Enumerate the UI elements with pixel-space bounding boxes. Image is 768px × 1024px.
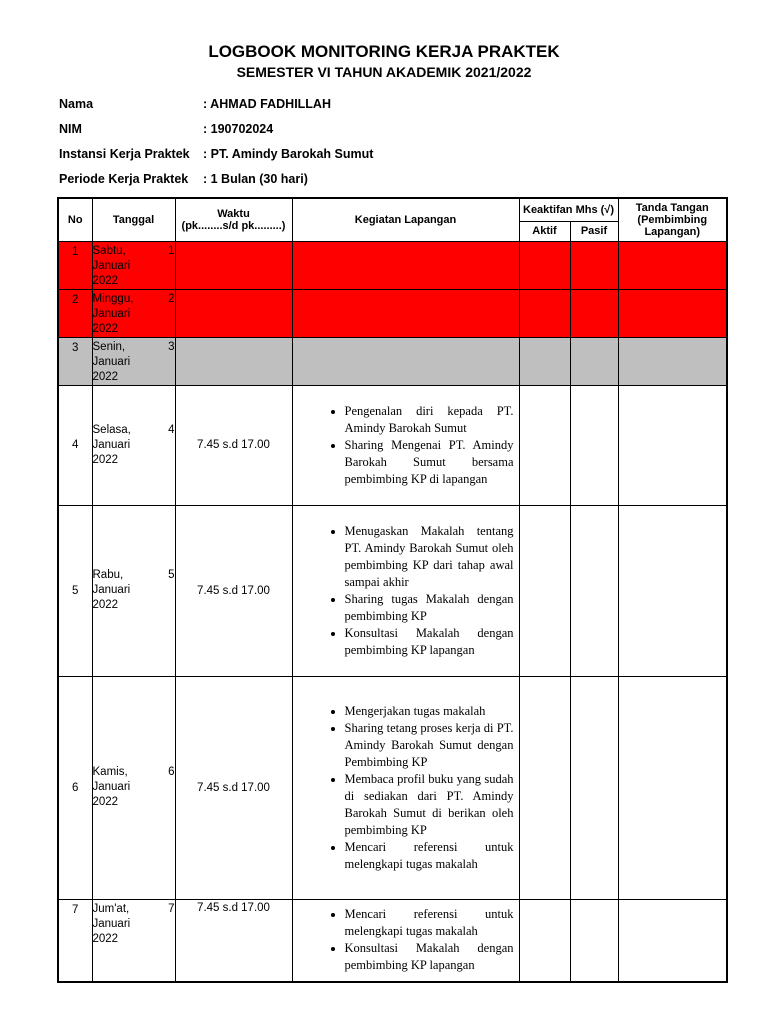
row-activities (292, 241, 519, 289)
row-daynum: 6 (168, 766, 175, 778)
table-row (58, 505, 727, 676)
row-signature-cell[interactable] (618, 505, 727, 676)
row-time: 7.45 s.d 17.00 (175, 385, 292, 505)
row-time: 7.45 s.d 17.00 (175, 676, 292, 899)
row-time (175, 289, 292, 337)
row-month: Januari (92, 259, 131, 272)
header-no: No (58, 198, 92, 241)
row-date (92, 505, 175, 676)
info-label: Periode Kerja Praktek (59, 172, 189, 186)
row-pasif-cell[interactable] (570, 385, 618, 505)
document-subtitle: SEMESTER VI TAHUN AKADEMIK 2021/2022 (236, 64, 532, 80)
row-pasif-cell[interactable] (570, 289, 618, 337)
row-aktif-cell[interactable] (519, 385, 570, 505)
row-pasif-cell[interactable] (570, 241, 618, 289)
activity-item: • Membaca profil buku yang sudah di sediakan dari PT. Amindy Barokah Sumut di berikan oleh pembimbing KP (345, 771, 514, 839)
activity-list (293, 523, 519, 659)
row-signature-cell[interactable] (618, 241, 727, 289)
row-month: Januari (92, 438, 131, 451)
header-ttd-line2: (Pembimbing (637, 213, 708, 226)
row-year: 2022 (92, 370, 119, 383)
row-signature-cell[interactable] (618, 337, 727, 385)
info-value: : AHMAD FADHILLAH (203, 97, 331, 111)
row-year: 2022 (92, 453, 119, 466)
row-activities (292, 337, 519, 385)
row-aktif-cell[interactable] (519, 676, 570, 899)
row-daynum: 1 (168, 244, 175, 257)
row-no: 6 (58, 676, 92, 899)
row-year: 2022 (92, 274, 119, 287)
row-date (92, 289, 175, 337)
activity-item: • Menugaskan Makalah tentang PT. Amindy Barokah Sumut oleh pembimbing KP dari tahap awal sampai akhir (345, 523, 514, 591)
row-no: 7 (58, 899, 92, 982)
row-no: 3 (58, 337, 92, 385)
activity-list (293, 403, 519, 488)
activity-list (293, 906, 519, 974)
header-waktu-line1: Waktu (217, 207, 250, 220)
header-kegiatan: Kegiatan Lapangan (292, 198, 519, 241)
row-date (92, 899, 175, 982)
activity-item: • Sharing Mengenai PT. Amindy Barokah Sumut bersama pembimbing KP di lapangan (345, 437, 514, 488)
row-aktif-cell[interactable] (519, 337, 570, 385)
row-month: Januari (92, 917, 131, 930)
row-daynum: 4 (168, 423, 175, 436)
row-day: Selasa, (92, 423, 131, 436)
row-date (92, 241, 175, 289)
row-day: Minggu, (92, 292, 134, 305)
row-day: Jum'at, (92, 902, 130, 915)
activity-list (293, 703, 519, 873)
row-month: Januari (92, 781, 131, 793)
row-no: 5 (58, 505, 92, 676)
row-daynum: 3 (168, 340, 175, 353)
table-row (58, 899, 727, 982)
row-pasif-cell[interactable] (570, 899, 618, 982)
row-day: Rabu, (92, 569, 124, 581)
row-month: Januari (92, 584, 131, 596)
table-row (58, 241, 727, 289)
row-signature-cell[interactable] (618, 899, 727, 982)
header-aktif: Aktif (519, 221, 570, 241)
activity-item: • Konsultasi Makalah dengan pembimbing KP lapangan (345, 625, 514, 659)
row-month: Januari (92, 355, 131, 368)
row-year: 2022 (92, 796, 119, 808)
row-activities (292, 505, 519, 676)
activity-item: • Mencari referensi untuk melengkapi tugas makalah (345, 906, 514, 940)
row-time: 7.45 s.d 17.00 (175, 899, 292, 982)
row-time: 7.45 s.d 17.00 (175, 505, 292, 676)
table-row (58, 289, 727, 337)
row-signature-cell[interactable] (618, 676, 727, 899)
row-activities (292, 385, 519, 505)
row-aktif-cell[interactable] (519, 241, 570, 289)
logbook-table (57, 197, 728, 983)
row-signature-cell[interactable] (618, 385, 727, 505)
document-title: LOGBOOK MONITORING KERJA PRAKTEK (208, 42, 560, 61)
activity-item: • Sharing tetang proses kerja di PT. Amindy Barokah Sumut dengan Pembimbing KP (345, 720, 514, 771)
header-waktu (175, 198, 292, 241)
row-day: Sabtu, (92, 244, 126, 257)
row-date (92, 385, 175, 505)
table-row (58, 337, 727, 385)
header-tanggal: Tanggal (92, 198, 175, 241)
row-activities (292, 289, 519, 337)
info-label: NIM (59, 122, 82, 136)
header-ttd-line3: Lapangan) (644, 225, 701, 238)
activity-item: • Sharing tugas Makalah dengan pembimbing KP (345, 591, 514, 625)
row-day: Senin, (92, 340, 126, 353)
row-activities (292, 676, 519, 899)
info-value: : 1 Bulan (30 hari) (203, 172, 308, 186)
activity-item: • Mengerjakan tugas makalah (345, 703, 514, 720)
activity-item: • Konsultasi Makalah dengan pembimbing KP lapangan (345, 940, 514, 974)
row-aktif-cell[interactable] (519, 289, 570, 337)
row-daynum: 2 (168, 292, 175, 305)
row-no: 4 (58, 385, 92, 505)
header-pasif: Pasif (570, 221, 618, 241)
row-time (175, 337, 292, 385)
info-value: : PT. Amindy Barokah Sumut (203, 147, 374, 161)
row-date (92, 676, 175, 899)
row-month: Januari (92, 307, 131, 320)
table-row (58, 385, 727, 505)
row-aktif-cell[interactable] (519, 899, 570, 982)
row-day: Kamis, (92, 766, 128, 778)
row-activities (292, 899, 519, 982)
row-no: 1 (58, 241, 92, 289)
row-pasif-cell[interactable] (570, 676, 618, 899)
activity-item: • Pengenalan diri kepada PT. Amindy Barokah Sumut (345, 403, 514, 437)
info-label: Nama (59, 97, 94, 111)
header-tanda-tangan (618, 198, 727, 241)
header-waktu-line2: (pk........s/d pk.........) (181, 219, 286, 232)
row-date (92, 337, 175, 385)
row-no: 2 (58, 289, 92, 337)
activity-item: • Mencari referensi untuk melengkapi tugas makalah (345, 839, 514, 873)
row-pasif-cell[interactable] (570, 505, 618, 676)
row-year: 2022 (92, 932, 119, 945)
row-aktif-cell[interactable] (519, 505, 570, 676)
row-time (175, 241, 292, 289)
info-label: Instansi Kerja Praktek (59, 147, 190, 161)
row-pasif-cell[interactable] (570, 337, 618, 385)
header-ttd-line1: Tanda Tangan (635, 201, 709, 214)
row-year: 2022 (92, 322, 119, 335)
header-keaktifan: Keaktifan Mhs (√) (519, 198, 618, 221)
row-daynum: 7 (168, 902, 175, 915)
table-row (58, 676, 727, 899)
row-year: 2022 (92, 599, 119, 611)
row-signature-cell[interactable] (618, 289, 727, 337)
row-daynum: 5 (168, 569, 175, 581)
info-value: : 190702024 (203, 122, 274, 136)
